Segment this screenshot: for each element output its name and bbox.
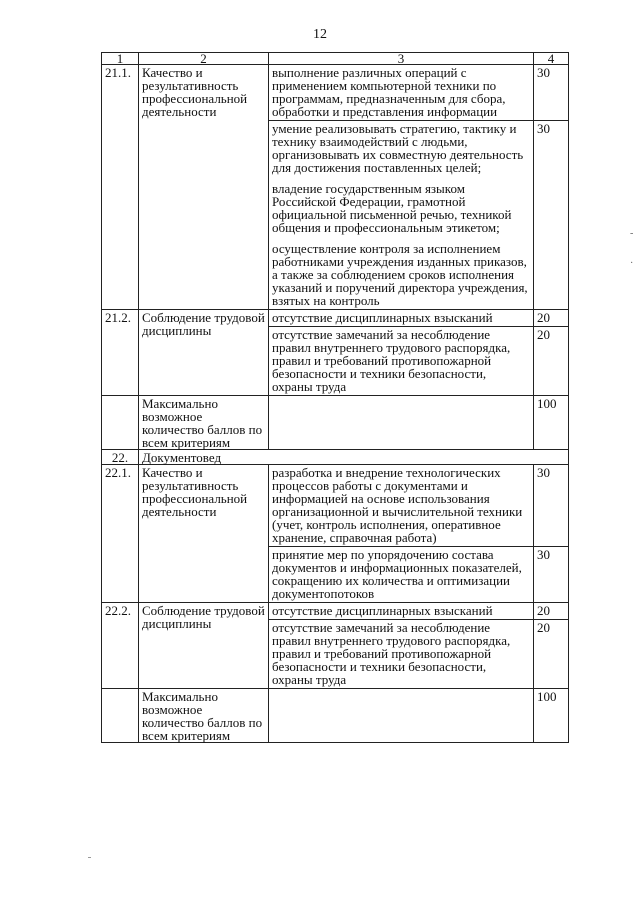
empty-cell xyxy=(269,396,534,450)
indicator-text: осуществление контроля за исполнением работниками учреждения изданных приказов, а также за соблюдением сроков исполнения указаний и поручений директора учреждения, взятых на контроль xyxy=(272,241,528,308)
empty-cell xyxy=(102,396,139,450)
total-score: 100 xyxy=(534,689,569,743)
indicator-score: 20 xyxy=(534,603,569,620)
column-header: 1 xyxy=(102,53,139,65)
indicator-text: разработка и внедрение технологических процессов работы с документами и информацией на основе использования организационной и вычислительной техники (учет, контроль исполнения, оперативное хранение, справочная работа) xyxy=(272,465,523,545)
column-header: 4 xyxy=(534,53,569,65)
indicator-text: отсутствие замечаний за несоблюдение правил внутреннего трудового распорядка, правил и требований противопожарной безопасности и техники безопасности, охраны труда xyxy=(272,327,511,394)
table-row xyxy=(102,310,569,327)
criterion-number: 22.2. xyxy=(102,603,139,689)
total-row xyxy=(102,396,569,450)
indicator-score: 30 xyxy=(534,65,569,121)
total-label: Максимально возможное количество баллов по всем критериям xyxy=(139,396,269,450)
empty-cell xyxy=(269,689,534,743)
indicator-cell xyxy=(269,547,534,603)
criterion-name: Качество и результативность профессиональной деятельности xyxy=(139,465,269,603)
criterion-number: 21.1. xyxy=(102,65,139,310)
indicator-cell xyxy=(269,603,534,620)
indicator-cell xyxy=(269,327,534,396)
criterion-name: Соблюдение трудовой дисциплины xyxy=(139,310,269,396)
indicator-cell xyxy=(269,620,534,689)
criterion-number: 21.2. xyxy=(102,310,139,396)
column-header: 2 xyxy=(139,53,269,65)
indicator-text: владение государственным языком Российской Федерации, грамотной официальной письменной речью, техникой общения и профессиональным этикетом; xyxy=(272,181,512,235)
total-score: 100 xyxy=(534,396,569,450)
criterion-name: Качество и результативность профессиональной деятельности xyxy=(139,65,269,310)
indicator-text: отсутствие дисциплинарных взысканий xyxy=(272,603,493,618)
criteria-table xyxy=(101,52,569,743)
indicator-cell xyxy=(269,65,534,121)
page-number: 12 xyxy=(313,27,327,42)
indicator-score: 20 xyxy=(534,327,569,396)
indicator-text: принятие мер по упорядочению состава документов и информационных показателей, сокращению их количества и оптимизации документопотоков xyxy=(272,547,522,601)
indicator-text: отсутствие замечаний за несоблюдение правил внутреннего трудового распорядка, правил и требований противопожарной безопасности и техники безопасности, охраны труда xyxy=(272,620,511,687)
indicator-text: умение реализовывать стратегию, тактику и технику взаимодействий с людьми, организовывать их совместную деятельность для достижения поставленных целей; xyxy=(272,121,524,175)
table-header-row xyxy=(102,53,569,65)
indicator-cell xyxy=(269,310,534,327)
indicator-score: 20 xyxy=(534,620,569,689)
margin-mark: · xyxy=(630,258,634,269)
indicator-score: 30 xyxy=(534,465,569,547)
criterion-name: Соблюдение трудовой дисциплины xyxy=(139,603,269,689)
margin-mark: - xyxy=(630,228,634,239)
table-row xyxy=(102,603,569,620)
indicator-score: 20 xyxy=(534,310,569,327)
indicator-cell xyxy=(269,121,534,310)
empty-cell xyxy=(102,689,139,743)
indicator-text: отсутствие дисциплинарных взысканий xyxy=(272,310,493,325)
scan-speck xyxy=(88,857,91,858)
section-title: Документовед xyxy=(139,450,569,465)
criterion-number: 22.1. xyxy=(102,465,139,603)
section-number: 22. xyxy=(102,450,139,465)
total-label: Максимально возможное количество баллов по всем критериям xyxy=(139,689,269,743)
column-header: 3 xyxy=(269,53,534,65)
table-row xyxy=(102,465,569,547)
total-row xyxy=(102,689,569,743)
indicator-text: выполнение различных операций с применением компьютерной техники по программам, предназначенным для сбора, обработки и представления информации xyxy=(272,65,506,119)
indicator-cell xyxy=(269,465,534,547)
indicator-score: 30 xyxy=(534,121,569,310)
table-row xyxy=(102,65,569,121)
indicator-score: 30 xyxy=(534,547,569,603)
section-row xyxy=(102,450,569,465)
